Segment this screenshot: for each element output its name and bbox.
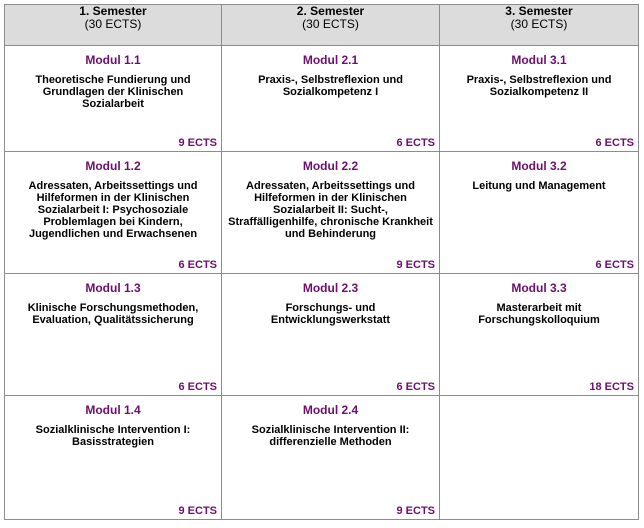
module-description: Klinische Forschungsmethoden, Evaluation, Qualitätssicherung [27,302,199,326]
module-title: Modul 2.2 [302,159,359,173]
module-row-2 [5,152,639,274]
module-ects: 9 ECTS [178,137,217,149]
module-description: Theoretische Fundierung und Grundlagen der Klinischen Sozialarbeit [35,74,191,110]
module-description: Adressaten, Arbeitssettings und Hilfeformen in der Klinischen Sozialarbeit I: Psychosoziale Problemlagen bei Kindern, Jugendlichen und Erwachsenen [28,180,198,240]
module-cell-3-3 [440,274,639,396]
module-title: Modul 1.2 [85,159,141,173]
module-cell-3-2 [440,152,639,274]
module-cell-empty [440,396,639,520]
module-title: Modul 1.1 [85,53,141,67]
semester-title: 2. Semester [296,4,365,18]
module-title: Modul 1.4 [85,403,141,417]
module-description: Praxis-, Selbstreflexion und Sozialkompetenz I [258,74,403,98]
module-ects: 9 ECTS [396,505,435,517]
semester-header-row [5,5,639,46]
module-description: Sozialklinische Intervention I: Basisstrategien [35,424,191,448]
semester-ects: (30 ECTS) [510,17,568,31]
module-description: Praxis-, Selbstreflexion und Sozialkompetenz II [466,74,612,98]
module-ects: 9 ECTS [178,505,217,517]
module-ects: 9 ECTS [396,259,435,271]
module-title: Modul 2.3 [302,281,359,295]
module-description: Sozialklinische Intervention II: differenzielle Methoden [251,424,410,448]
module-row-3 [5,274,639,396]
semester-title: 3. Semester [505,4,573,18]
module-title: Modul 3.3 [511,281,567,295]
module-cell-2-3 [222,274,440,396]
module-ects: 18 ECTS [589,381,634,393]
module-cell-1-4 [5,396,222,520]
semester-title: 1. Semester [79,4,147,18]
module-title: Modul 3.1 [511,53,567,67]
module-cell-3-1 [440,46,639,152]
module-row-4 [5,396,639,520]
module-ects: 6 ECTS [396,137,435,149]
module-title: Modul 1.3 [85,281,141,295]
module-ects: 6 ECTS [178,381,217,393]
module-ects: 6 ECTS [595,259,634,271]
module-ects: 6 ECTS [595,137,634,149]
module-title: Modul 3.2 [511,159,567,173]
semester-header-1 [5,5,222,46]
module-description: Masterarbeit mit Forschungskolloquium [478,302,600,326]
module-description: Forschungs- und Entwicklungswerkstatt [270,302,391,326]
module-title: Modul 2.1 [302,53,359,67]
module-cell-2-2 [222,152,440,274]
curriculum-table [4,4,639,520]
module-ects: 6 ECTS [178,259,217,271]
semester-header-3 [440,5,639,46]
module-cell-1-1 [5,46,222,152]
module-description: Leitung und Management [472,180,606,192]
semester-ects: (30 ECTS) [84,17,142,31]
module-cell-2-1 [222,46,440,152]
module-ects: 6 ECTS [396,381,435,393]
semester-header-2 [222,5,440,46]
module-description: Adressaten, Arbeitssettings und Hilfeformen in der Klinischen Sozialarbeit II: Sucht-, Straffälligenhilfe, chronische Krankheit und Behinderung [228,180,433,240]
module-cell-1-3 [5,274,222,396]
module-cell-1-2 [5,152,222,274]
semester-ects: (30 ECTS) [302,17,359,31]
module-title: Modul 2.4 [302,403,359,417]
module-cell-2-4 [222,396,440,520]
module-row-1 [5,46,639,152]
